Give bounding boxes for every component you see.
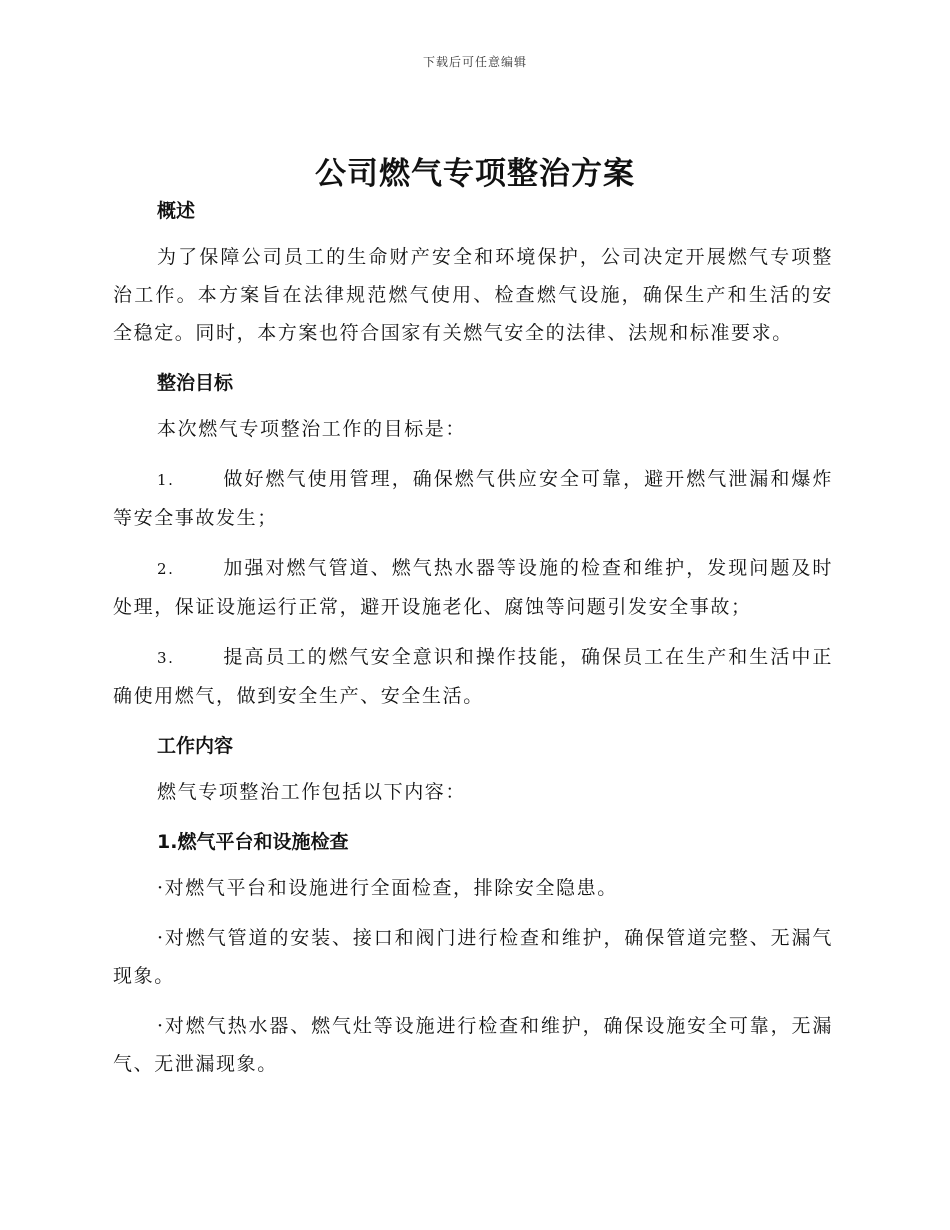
goal-item-text: 加强对燃气管道、燃气热水器等设施的检查和维护，发现问题及时处理，保证设施运行正常，避开设施老化、腐蚀等问题引发安全事故； <box>113 557 833 618</box>
page-header-note: 下载后可任意编辑 <box>422 55 527 69</box>
bullet-item: ·对燃气管道的安装、接口和阀门进行检查和维护，确保管道完整、无漏气现象。 <box>113 927 833 987</box>
overview-paragraph: 为了保障公司员工的生命财产安全和环境保护，公司决定开展燃气专项整治工作。本方案旨在法律规范燃气使用、检查燃气设施，确保生产和生活的安全稳定。同时，本方案也符合国家有关燃气安全的法律、法规和标准要求。 <box>113 246 833 344</box>
work-intro: 燃气专项整治工作包括以下内容： <box>157 781 467 803</box>
goal-item <box>113 460 833 537</box>
goals-intro: 本次燃气专项整治工作的目标是： <box>157 418 467 440</box>
section-heading-work: 工作内容 <box>157 735 234 757</box>
goal-item <box>113 638 833 715</box>
bullet-item: ·对燃气平台和设施进行全面检查，排除安全隐患。 <box>157 877 618 899</box>
goal-item-number: 3. <box>157 649 175 667</box>
goal-item-number: 2. <box>157 560 175 578</box>
document-body <box>113 196 833 1083</box>
document-title: 公司燃气专项整治方案 <box>315 156 635 192</box>
section-heading-goals: 整治目标 <box>157 372 234 394</box>
bullet-item: ·对燃气热水器、燃气灶等设施进行检查和维护，确保设施安全可靠，无漏气、无泄漏现象。 <box>113 1015 833 1075</box>
goal-item-number: 1. <box>157 471 175 489</box>
goal-item-text: 提高员工的燃气安全意识和操作技能，确保员工在生产和生活中正确使用燃气，做到安全生产、安全生活。 <box>113 646 833 707</box>
section-heading-overview: 概述 <box>157 200 196 222</box>
subsection-heading-facility-check: 1.燃气平台和设施检查 <box>157 831 349 853</box>
goal-item <box>113 549 833 626</box>
goal-item-text: 做好燃气使用管理，确保燃气供应安全可靠，避开燃气泄漏和爆炸等安全事故发生； <box>113 468 833 529</box>
